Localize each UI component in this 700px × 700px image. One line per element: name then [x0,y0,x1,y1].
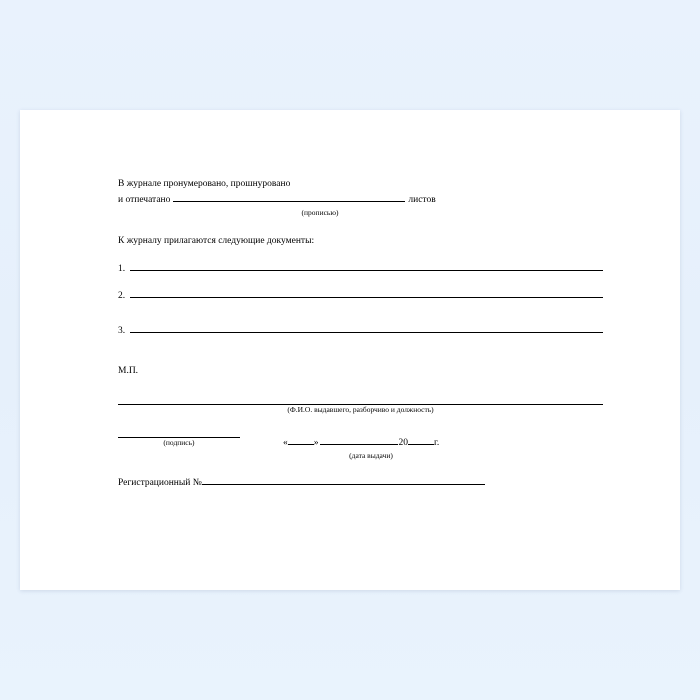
year-blank[interactable] [408,436,434,445]
attachment-row-1 [118,262,603,277]
attachments-heading: К журналу прилагаются следующие документы: [118,236,315,247]
intro-line-1: В журнале пронумеровано, прошнуровано [118,179,291,189]
signature-caption: (подпись) [163,438,195,448]
signature-block [118,429,248,449]
fio-caption: (Ф.И.О. выдавшего, разборчиво и должность) [287,405,434,415]
date-block [283,436,439,451]
attachment-row-3 [118,324,603,339]
document-sheet [20,110,680,590]
year-prefix: 20 [398,438,408,449]
attachment-blank-3[interactable] [130,324,603,333]
registration-label: Регистрационный № [118,477,202,488]
day-blank[interactable] [288,436,314,445]
signature-date-row [118,429,603,451]
seal-label: М.П. [118,366,139,377]
attachment-blank-1[interactable] [130,262,603,271]
intro-line-2-prefix: и отпечатано [118,194,171,205]
fio-blank[interactable] [118,393,603,405]
intro-line-2-suffix: листов [408,194,436,205]
attachment-number-1: 1. [118,264,126,275]
date-caption: (дата выдачи) [349,450,393,460]
propisyu-blank[interactable] [173,192,405,202]
document-body [118,178,603,491]
attachments-list [118,262,603,338]
propisyu-caption: (прописью) [301,207,339,217]
registration-blank[interactable] [202,476,485,485]
intro-paragraph [118,178,603,218]
registration-row [118,476,603,491]
signature-blank[interactable] [118,429,240,438]
attachment-number-3: 3. [118,325,126,336]
attachment-blank-2[interactable] [130,289,603,298]
year-suffix: г. [434,438,440,449]
quote-close: » [313,438,319,449]
attachment-row-2 [118,289,603,304]
quote-open: « [283,438,288,449]
month-blank[interactable] [320,436,398,445]
attachment-number-2: 2. [118,290,126,301]
intro-line-2 [118,192,603,208]
